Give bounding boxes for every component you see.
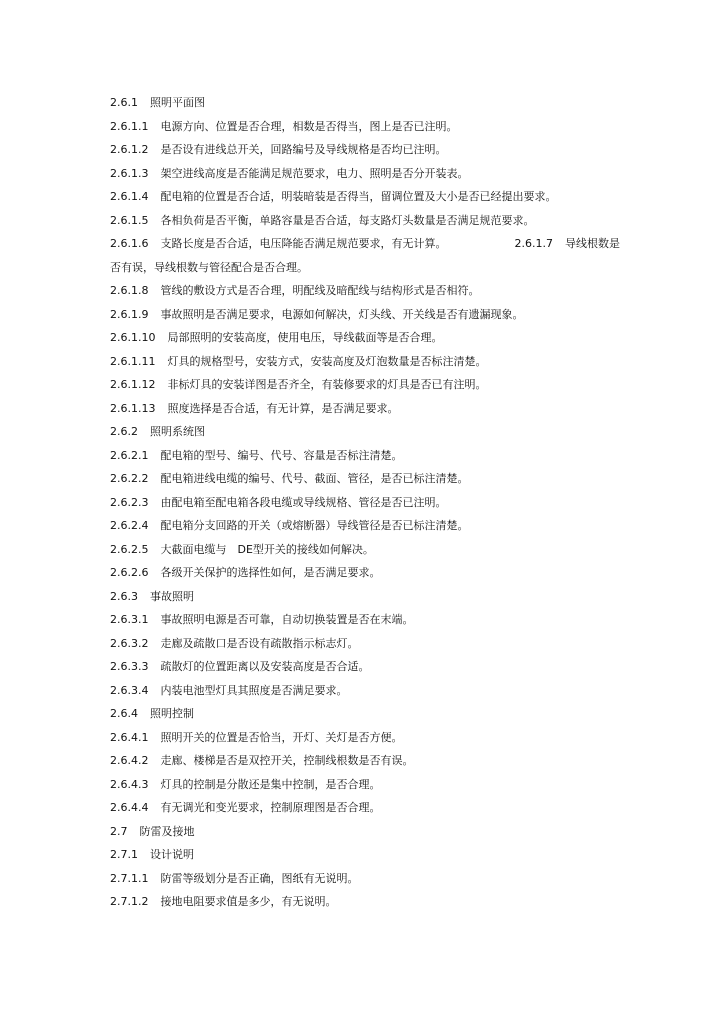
item-number: 2.6.4.1 bbox=[110, 730, 149, 744]
item-text: 配电箱的型号、编号、代号、容量是否标注清楚。 bbox=[160, 448, 403, 462]
item-text: 接地电阻要求值是多少，有无说明。 bbox=[160, 895, 337, 908]
item-number: 2.6.1.1 bbox=[110, 119, 149, 133]
item-number: 2.6.3 bbox=[110, 589, 138, 603]
checklist-item bbox=[110, 162, 620, 186]
item-number: 2.6.3.3 bbox=[110, 660, 149, 673]
item-text: 非标灯具的安装详图是否齐全，有装修要求的灯具是否已有注明。 bbox=[167, 378, 487, 391]
item-text: 配电箱的位置是否合适，明装暗装是否得当，留调位置及大小是否已经提出要求。 bbox=[160, 190, 557, 203]
item-number: 2.6.1.2 bbox=[110, 143, 149, 156]
item-text: 照明系统图 bbox=[150, 425, 205, 438]
item-number: 2.6.1 bbox=[110, 96, 138, 109]
section-heading bbox=[110, 820, 620, 844]
item-number: 2.6.3.2 bbox=[110, 636, 149, 650]
item-text: 防雷等级划分是否正确，图纸有无说明。 bbox=[160, 871, 359, 885]
checklist-item bbox=[110, 890, 620, 914]
item-text: 走廊、楼梯是否是双控开关，控制线根数是否有误。 bbox=[160, 754, 414, 767]
checklist-item bbox=[110, 279, 620, 303]
item-number: 2.6.1.5 bbox=[110, 213, 149, 227]
checklist-item bbox=[110, 444, 620, 468]
item-number: 2.6.1.12 bbox=[110, 378, 156, 391]
checklist-item bbox=[110, 115, 620, 139]
item-text: 照明控制 bbox=[150, 707, 194, 720]
item-number: 2.6.1.13 bbox=[110, 401, 156, 415]
item-text: 配电箱进线电缆的编号、代号、截面、管径，是否已标注清楚。 bbox=[160, 472, 469, 485]
section-heading bbox=[110, 91, 620, 115]
checklist-item bbox=[110, 373, 620, 397]
checklist-item bbox=[110, 867, 620, 891]
checklist-item bbox=[110, 397, 620, 421]
item-text: 导线根数是 bbox=[565, 237, 620, 250]
item-number: 2.6.2.3 bbox=[110, 495, 149, 509]
checklist-item bbox=[110, 726, 620, 750]
item-number: 2.6.2 bbox=[110, 425, 138, 438]
item-text: 有无调光和变光要求，控制原理图是否合理。 bbox=[160, 801, 381, 814]
item-text: 架空进线高度是否能满足规范要求，电力、照明是否分开装表。 bbox=[160, 166, 469, 180]
section-heading bbox=[110, 585, 620, 609]
checklist-item bbox=[110, 749, 620, 773]
checklist-item bbox=[110, 209, 620, 233]
checklist-item bbox=[110, 350, 620, 374]
item-text: 各相负荷是否平衡，单路容量是否合适，每支路灯头数量是否满足规范要求。 bbox=[160, 213, 535, 227]
item-text: 否有误，导线根数与管径配合是否合理。 bbox=[110, 260, 308, 274]
checklist-item bbox=[110, 138, 620, 162]
item-text: 走廊及疏散口是否设有疏散指示标志灯。 bbox=[160, 636, 359, 650]
item-text: 事故照明 bbox=[150, 589, 194, 603]
item-text: 照明开关的位置是否恰当，开灯、关灯是否方便。 bbox=[160, 730, 403, 744]
item-number: 2.6.1.10 bbox=[110, 331, 156, 344]
item-number: 2.6.2.2 bbox=[110, 472, 149, 485]
item-text: 大截面电缆与 DE型开关的接线如何解决。 bbox=[160, 542, 374, 556]
item-number: 2.6.4.2 bbox=[110, 754, 149, 767]
checklist-item bbox=[110, 326, 620, 350]
item-number: 2.6.4.4 bbox=[110, 801, 149, 814]
checklist-item bbox=[110, 185, 620, 209]
checklist-item bbox=[110, 632, 620, 656]
item-text: 内装电池型灯具其照度是否满足要求。 bbox=[160, 683, 348, 697]
item-number: 2.7.1.2 bbox=[110, 895, 149, 908]
item-number: 2.6.1.6 bbox=[110, 237, 149, 250]
checklist-item bbox=[110, 467, 620, 491]
checklist-item-continuation bbox=[110, 256, 620, 280]
item-text: 灯具的控制是分散还是集中控制，是否合理。 bbox=[160, 777, 381, 791]
checklist-item bbox=[110, 796, 620, 820]
section-heading bbox=[110, 843, 620, 867]
item-text: 局部照明的安装高度，使用电压，导线截面等是否合理。 bbox=[167, 331, 443, 344]
item-text: 管线的敷设方式是否合理，明配线及暗配线与结构形式是否相符。 bbox=[160, 284, 480, 297]
checklist-item bbox=[110, 655, 620, 679]
item-text: 由配电箱至配电箱各段电缆或导线规格、管径是否已注明。 bbox=[160, 495, 447, 509]
item-text: 防雷及接地 bbox=[139, 824, 195, 838]
item-number: 2.6.1.8 bbox=[110, 284, 149, 297]
checklist-item bbox=[110, 303, 620, 327]
item-number: 2.6.1.4 bbox=[110, 190, 149, 203]
checklist-item bbox=[110, 561, 620, 585]
item-number: 2.6.2.6 bbox=[110, 566, 149, 579]
item-text: 事故照明电源是否可靠，自动切换装置是否在末端。 bbox=[160, 613, 414, 626]
item-text: 照明平面图 bbox=[150, 96, 205, 109]
item-number: 2.6.1.11 bbox=[110, 354, 156, 368]
item-text: 是否设有进线总开关，回路编号及导线规格是否均已注明。 bbox=[160, 143, 447, 156]
checklist-item bbox=[110, 608, 620, 632]
item-number: 2.7.1.1 bbox=[110, 871, 149, 885]
item-text: 疏散灯的位置距离以及安装高度是否合适。 bbox=[160, 660, 370, 673]
checklist-item bbox=[110, 232, 620, 256]
item-text: 电源方向、位置是否合理，相数是否得当，图上是否已注明。 bbox=[160, 119, 458, 133]
checklist-item bbox=[110, 679, 620, 703]
item-number: 2.6.2.5 bbox=[110, 542, 149, 556]
item-number: 2.7 bbox=[110, 824, 128, 838]
item-text: 照度选择是否合适，有无计算，是否满足要求。 bbox=[167, 401, 399, 415]
item-number: 2.6.4.3 bbox=[110, 777, 149, 791]
item-text: 设计说明 bbox=[150, 848, 194, 861]
item-number: 2.6.1.9 bbox=[110, 307, 149, 321]
checklist-item bbox=[110, 538, 620, 562]
checklist-item bbox=[110, 773, 620, 797]
item-number: 2.6.1.7 bbox=[514, 237, 553, 250]
item-text: 事故照明是否满足要求，电源如何解决，灯头线、开关线是否有遗漏现象。 bbox=[160, 307, 524, 321]
item-text: 支路长度是否合适，电压降能否满足规范要求，有无计算。 bbox=[160, 237, 447, 250]
item-number: 2.6.4 bbox=[110, 707, 138, 720]
checklist-body bbox=[110, 91, 620, 914]
checklist-item bbox=[110, 514, 620, 538]
item-number: 2.6.3.1 bbox=[110, 613, 149, 626]
item-number: 2.6.2.4 bbox=[110, 519, 149, 532]
section-heading bbox=[110, 420, 620, 444]
item-number: 2.6.2.1 bbox=[110, 448, 149, 462]
item-text: 灯具的规格型号，安装方式，安装高度及灯泡数量是否标注清楚。 bbox=[167, 354, 487, 368]
item-number: 2.6.3.4 bbox=[110, 683, 149, 697]
item-number: 2.6.1.3 bbox=[110, 166, 149, 180]
section-heading bbox=[110, 702, 620, 726]
item-text: 各级开关保护的选择性如何，是否满足要求。 bbox=[160, 566, 381, 579]
checklist-item bbox=[110, 491, 620, 515]
item-number: 2.7.1 bbox=[110, 848, 138, 861]
item-text: 配电箱分支回路的开关（或熔断器）导线管径是否已标注清楚。 bbox=[160, 519, 469, 532]
